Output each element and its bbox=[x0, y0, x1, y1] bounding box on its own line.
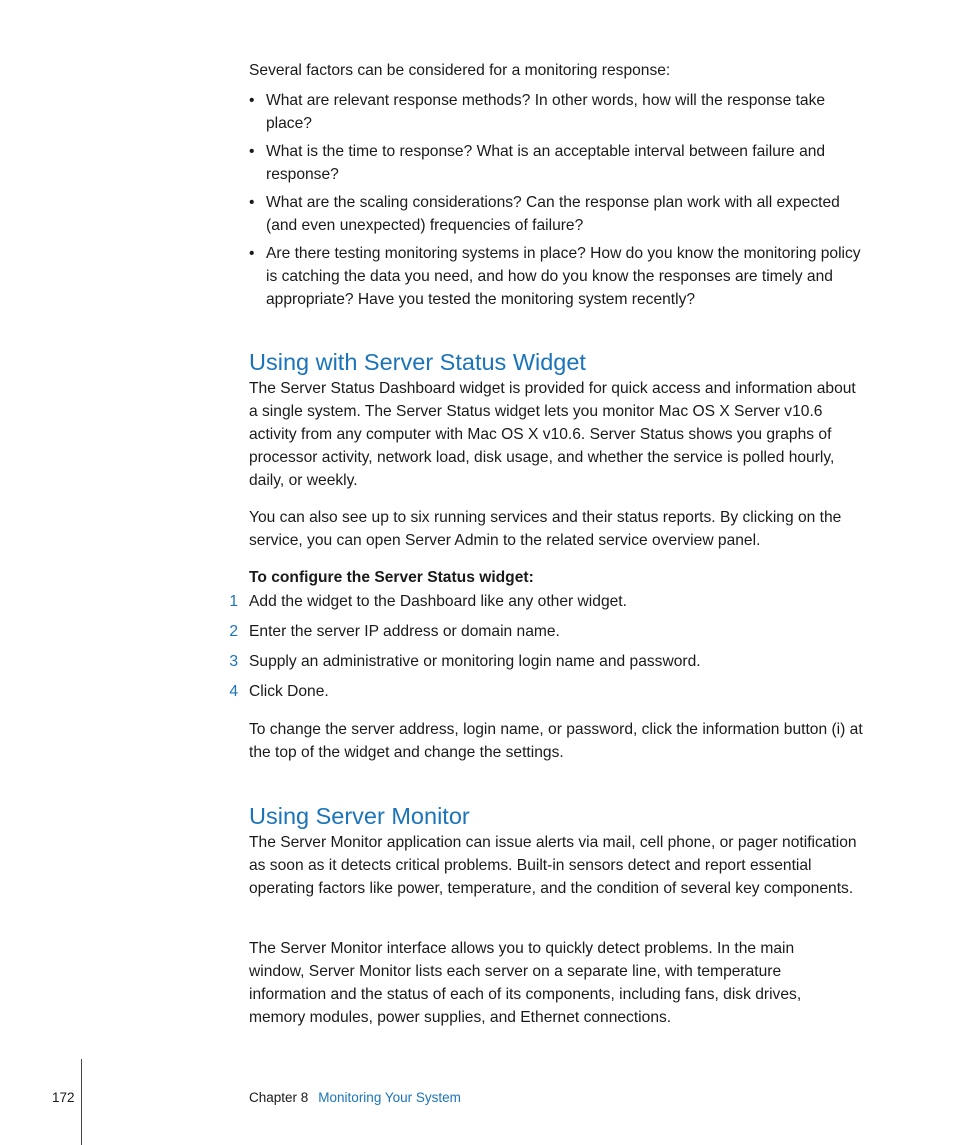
bullet-marker: • bbox=[249, 245, 255, 262]
footer-chapter bbox=[249, 1089, 461, 1106]
step-number: 1 bbox=[229, 593, 238, 610]
procedure-step bbox=[222, 620, 872, 643]
procedure-step bbox=[222, 650, 872, 673]
list-item-text: What are the scaling considerations? Can the response plan work with all expected (and even unexpected) frequencies of failure? bbox=[266, 194, 840, 234]
chapter-title-link[interactable]: Monitoring Your System bbox=[318, 1090, 461, 1105]
step-text: Enter the server IP address or domain name. bbox=[249, 623, 560, 640]
step-number: 4 bbox=[229, 683, 238, 700]
list-item-text: Are there testing monitoring systems in place? How do you know the monitoring policy is catching the data you need, and how do you know the responses are timely and appropriate? Have you tested the monitoring system recently? bbox=[266, 245, 861, 308]
bullet-marker: • bbox=[249, 194, 255, 211]
body-paragraph: You can also see up to six running services and their status reports. By clicking on the service, you can open Server Admin to the related service overview panel. bbox=[249, 509, 842, 549]
step-text: Supply an administrative or monitoring login name and password. bbox=[249, 653, 701, 670]
list-item bbox=[249, 140, 871, 186]
procedure-heading: To configure the Server Status widget: bbox=[249, 569, 534, 586]
list-item bbox=[249, 242, 871, 311]
step-text: Add the widget to the Dashboard like any other widget. bbox=[249, 593, 627, 610]
body-paragraph: The Server Status Dashboard widget is provided for quick access and information about a single system. The Server Status widget lets you monitor Mac OS X Server v10.6 activity from any computer with Mac OS X v10.6. Server Status shows you graphs of processor activity, network load, disk usage, and whether the service is polled hourly, daily, or weekly. bbox=[249, 380, 856, 489]
procedure-step bbox=[222, 680, 872, 703]
list-item-text: What is the time to response? What is an acceptable interval between failure and response? bbox=[266, 143, 826, 183]
bullet-marker: • bbox=[249, 143, 255, 160]
list-item bbox=[249, 89, 871, 135]
body-paragraph: To change the server address, login name, or password, click the information button (i) at the top of the widget and change the settings. bbox=[249, 721, 863, 761]
section-heading-server-status-widget: Using with Server Status Widget bbox=[249, 349, 586, 375]
list-item bbox=[249, 191, 871, 237]
step-text: Click Done. bbox=[249, 683, 329, 700]
section-heading-server-monitor: Using Server Monitor bbox=[249, 803, 470, 829]
body-paragraph: The Server Monitor application can issue alerts via mail, cell phone, or pager notification as soon as it detects critical problems. Built-in sensors detect and report essential operating factors like power, temperature, and the condition of several key components. bbox=[249, 834, 857, 897]
bullet-marker: • bbox=[249, 92, 255, 109]
page-number: 172 bbox=[52, 1090, 75, 1105]
step-number: 2 bbox=[229, 623, 238, 640]
chapter-label: Chapter 8 bbox=[249, 1090, 309, 1105]
body-paragraph: The Server Monitor interface allows you to quickly detect problems. In the main window, Server Monitor lists each server on a separate line, with temperature information and the status of each of its components, including fans, disk drives, memory modules, power supplies, and Ethernet connections. bbox=[249, 940, 802, 1026]
step-number: 3 bbox=[229, 653, 238, 670]
list-item-text: What are relevant response methods? In other words, how will the response take place? bbox=[266, 92, 826, 132]
footer-divider bbox=[81, 1059, 82, 1145]
intro-paragraph: Several factors can be considered for a monitoring response: bbox=[249, 62, 671, 79]
procedure-step bbox=[222, 590, 872, 613]
